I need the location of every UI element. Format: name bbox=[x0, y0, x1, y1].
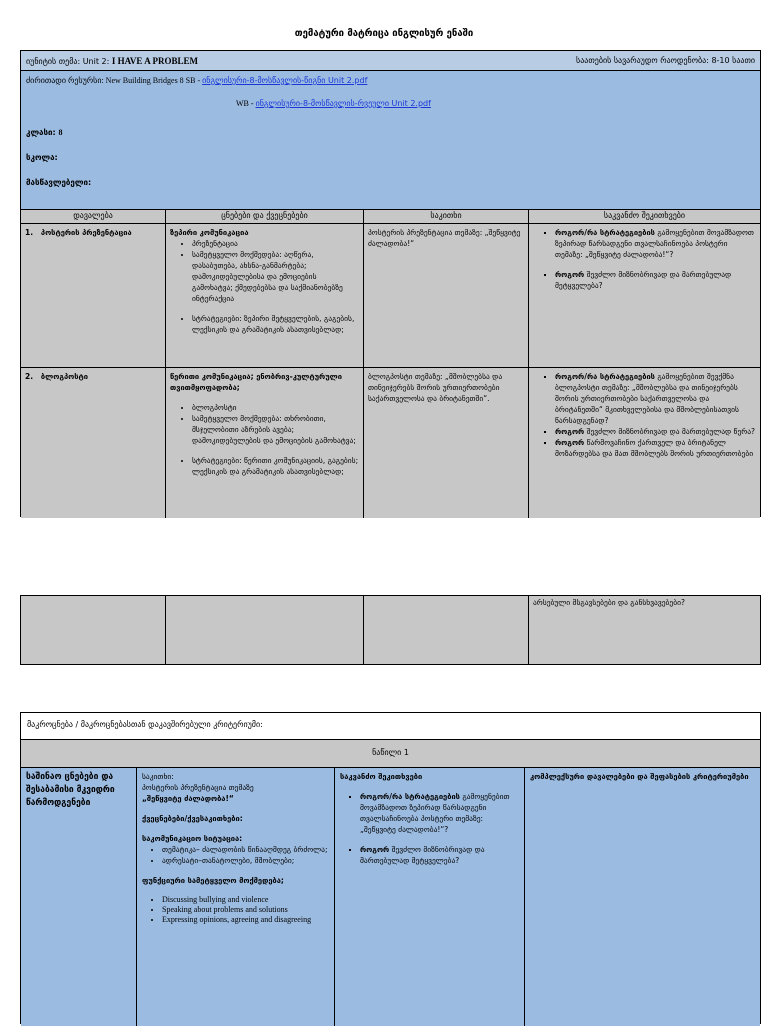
teacher-label: მასწავლებელი: bbox=[26, 178, 92, 187]
list-item bbox=[555, 269, 756, 291]
functional-speech-label: ფუნქციური სამეტყველო მოქმედება; bbox=[142, 876, 284, 885]
complex-tasks-label: კომპლექსური დავალებები და შეფასების კრიტერიუმები bbox=[530, 772, 749, 781]
task-cell bbox=[21, 368, 166, 518]
question-text: გამოყენებით მოვამზადოთ ზეპირად წარსადგენი თვალსაჩინოება პოსტერი თემაზე: „შეწყვიტე ძალადობა!“? bbox=[555, 228, 754, 259]
task-title: ბლოგპოსტი bbox=[40, 372, 88, 381]
part-label: ნაწილი 1 bbox=[21, 740, 760, 768]
key-questions-cell bbox=[529, 368, 760, 518]
unit-name: I HAVE A PROBLEM bbox=[111, 55, 198, 66]
macro-concept-header: მაკროცნება / მაკროცნებასთან დაკავშირებული კრიტერიუმი: bbox=[21, 713, 760, 740]
list-item bbox=[555, 426, 756, 437]
list-item: • სტრატეგიები: ზეპირი მეტყველების, გაგების, ლექსიკის და გრამატიკის ასათვისებლად; bbox=[192, 313, 359, 335]
question-text: წარმოვაჩინო ქართველ და ბრიტანელ მოზარდებსა და მათ მშობლებს შორის ურთიერთობები bbox=[555, 438, 754, 458]
question-text: გამოყენებით მოვამზადოთ ზეპირად წარსადგენი თვალსაჩინოება პოსტერი თემაზე: „შეწყვიტე ძალადობა!“? bbox=[360, 792, 510, 834]
list-item bbox=[555, 227, 756, 260]
key-questions-label: საკვანძო შეკითხვები bbox=[340, 772, 423, 781]
unit-topic bbox=[26, 56, 198, 66]
home-concepts-label: საშინაო ცნებები და შესაბამისი მკვიდრი წარმოდგენები bbox=[26, 772, 115, 808]
question-emphasis: როგორ bbox=[555, 270, 585, 279]
concepts-cell bbox=[166, 224, 364, 367]
list-item: • Expressing opinions, agreeing and disagreeing bbox=[162, 915, 329, 925]
topic-text: პოსტერის პრეზენტაცია თემაზე bbox=[142, 783, 254, 792]
concepts-cell bbox=[166, 368, 364, 518]
class-value: 8 bbox=[58, 128, 63, 137]
comm-situation-label: საკომუნიკაციო სიტუაცია: bbox=[142, 834, 243, 843]
class-label: კლასი: bbox=[26, 128, 59, 137]
question-emphasis: როგორ bbox=[360, 845, 390, 854]
workbook-link[interactable]: ინგლისური-8-მოსწავლის-რვეული Unit 2.pdf bbox=[255, 99, 431, 108]
list-item: • Speaking about problems and solutions bbox=[162, 905, 329, 915]
home-concepts-cell bbox=[21, 768, 137, 1026]
continuation-cell bbox=[166, 596, 364, 664]
workbook-line bbox=[236, 99, 431, 108]
topic-row bbox=[21, 51, 760, 71]
question-emphasis: როგორ bbox=[555, 438, 585, 447]
table-row bbox=[21, 368, 760, 518]
unit-matrix-table bbox=[20, 50, 761, 517]
list-item: • თემატიკა– ძალადობის წინააღმდეგ ბრძოლა; bbox=[162, 844, 329, 855]
list-item bbox=[360, 844, 519, 866]
list-item: • სამეტყველო მოქმედება: თხრობითი, მსჯელობითი აზრების ავება; დამოკიდებულების და ემოციების გამოხატვა; bbox=[192, 413, 359, 446]
list-item: • სამეტყველო მოქმედება: აღწერა, დასაბუთება, ახსნა-განმარტება; დამოკიდებულებისა და ემოციების გამოხატვა; ქმედებებსა და საქმიანობებზე ინტერაქცია bbox=[192, 249, 359, 304]
task-number: 2. bbox=[25, 372, 34, 381]
class-line bbox=[26, 128, 63, 137]
key-questions-cell bbox=[529, 224, 760, 367]
list-item: • პრეზენტაცია bbox=[192, 238, 359, 249]
header-key-questions: საკვანძო შეკითხვები bbox=[603, 211, 686, 220]
header-topic: საკითხი bbox=[364, 210, 529, 223]
info-block bbox=[21, 71, 760, 210]
question-text: შევძლო მიზნობრივად და მართებულად მეტყველება? bbox=[360, 845, 485, 865]
list-item bbox=[555, 437, 756, 459]
header-task: დავალება bbox=[21, 210, 166, 223]
list-item: • ადრესატი–თანატოლები, მშობლები; bbox=[162, 855, 329, 866]
question-text: შევძლო მიზნობრივად და მართებულად წერა? bbox=[584, 427, 756, 436]
task-cell bbox=[21, 224, 166, 367]
table-row bbox=[21, 224, 760, 368]
list-item: • სტრატეგიები: წერითი კომუნიკაციის, გაგების; ლექსიკის და გრამატიკის ასათვისებლად; bbox=[192, 455, 359, 477]
table-header-row bbox=[21, 210, 760, 224]
continuation-cell bbox=[21, 596, 166, 664]
hours-estimate: საათების სავარაუდო რაოდენობა: 8-10 საათი bbox=[576, 56, 755, 65]
document-title: თემატური მატრიცა ინგლისურ ენაში bbox=[294, 28, 474, 39]
complex-tasks-cell bbox=[525, 768, 760, 1026]
student-book-link[interactable]: ინგლისური-8-მოსწავლის-წიგნი Unit 2.pdf bbox=[202, 76, 368, 85]
list-item bbox=[360, 791, 519, 835]
concept-title: ზეპირი კომუნიკაცია bbox=[170, 228, 249, 237]
concept-title: წერითი კომუნიკაცია; ენობრივ-კულტურული თვითმყოფადობა; bbox=[170, 372, 342, 392]
continuation-cell bbox=[364, 596, 529, 664]
macro-concept-body bbox=[21, 768, 760, 1026]
key-questions-cell bbox=[335, 768, 525, 1026]
task-number: 1. bbox=[25, 228, 34, 237]
list-item: • Discussing bullying and violence bbox=[162, 895, 329, 905]
question-emphasis: როგორ bbox=[555, 427, 585, 436]
topic-cell: პოსტერის პრეზენტაცია თემაზე: „შეწყვიტე ძალადობა!“ bbox=[364, 224, 529, 367]
topic-details-cell bbox=[137, 768, 335, 1026]
continuation-key-question: არსებული მსგავსებები და განსხვავებები? bbox=[533, 598, 685, 607]
topic-quote: „შეწყვიტე ძალადობა!“ bbox=[142, 794, 234, 803]
question-text: შევძლო მიზნობრივად და მართებულად მეტყველება? bbox=[555, 270, 732, 290]
sub-topics-label: ქვეცნებები/ქვესაკითხები: bbox=[142, 814, 243, 823]
question-emphasis: როგორ/რა სტრატეგიების bbox=[360, 792, 460, 801]
workbook-label: WB - bbox=[236, 99, 256, 108]
question-text: გამოყენებით შევქმნა ბლოგპოსტი თემაზე: „მშობლებსა და თინეიჯერებს შორის ურთიერთობები საქართველოსა და ბრიტანეთში“ მკითხველებისა და მშობლებისათვის წარსადგენად? bbox=[555, 372, 739, 425]
resource-line bbox=[26, 76, 367, 85]
continuation-table bbox=[20, 595, 761, 665]
unit-topic-label: იუნიტის თემა: Unit 2: bbox=[26, 56, 112, 66]
header-concepts: ცნებები და ქვეცნებები bbox=[166, 210, 364, 223]
question-emphasis: როგორ/რა სტრატეგიების bbox=[555, 228, 655, 237]
task-title: პოსტერის პრეზენტაცია bbox=[40, 228, 132, 237]
school-label: სკოლა: bbox=[26, 153, 58, 162]
list-item bbox=[555, 371, 756, 426]
topic-label: საკითხი: bbox=[142, 772, 174, 781]
topic-cell: ბლოგპოსტი თემაზე: „მშობლებსა და თინეიჯერებს შორის ურთიერთობები საქართველოსა და ბრიტანეთში“. bbox=[364, 368, 529, 518]
list-item: • ბლოგპოსტი bbox=[192, 402, 359, 413]
macro-concept-table bbox=[20, 712, 761, 1024]
resource-label: ძირითადი რესურსი: New Building Bridges 8 SB - bbox=[26, 76, 203, 85]
question-emphasis: როგორ/რა სტრატეგიების bbox=[555, 372, 655, 381]
